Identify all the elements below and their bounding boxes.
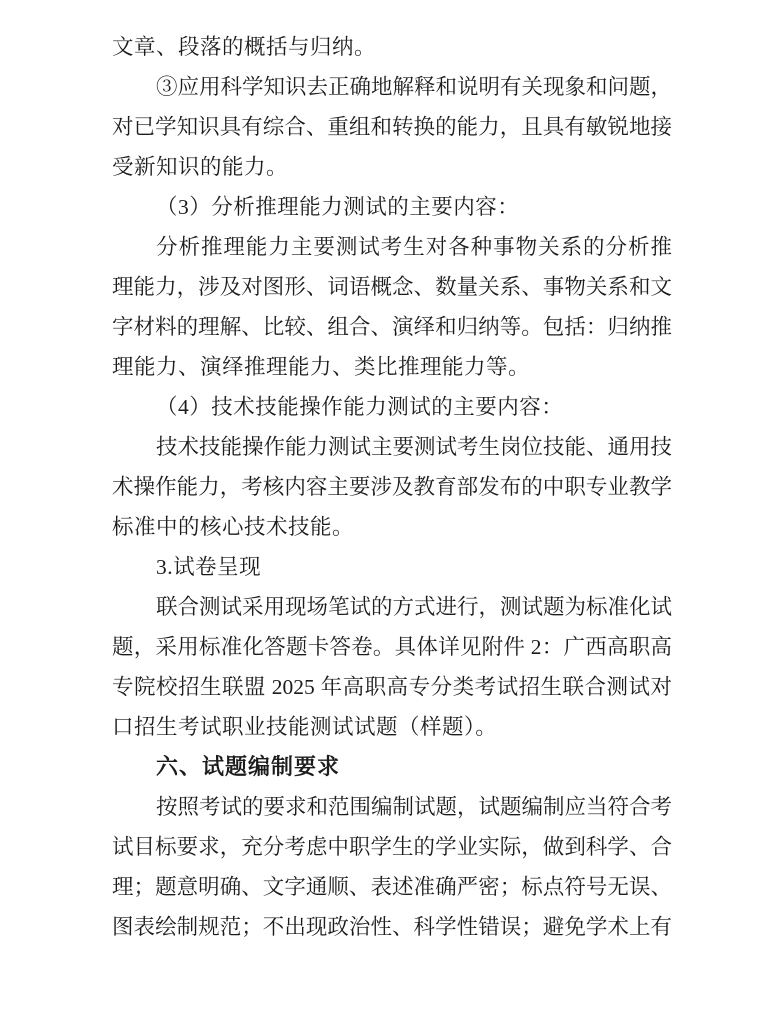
text-line: 标准中的核心技术技能。 — [112, 515, 355, 539]
text-line: 按照考试的要求和范围编制试题，试题编制应当符合考 — [156, 795, 672, 819]
text-line: 联合测试采用现场笔试的方式进行，测试题为标准化试 — [156, 595, 672, 619]
text-line: 文章、段落的概括与归纳。 — [112, 35, 377, 59]
text-line: 口招生考试职业技能测试试题（样题）。 — [112, 715, 498, 739]
text-line: 图表绘制规范；不出现政治性、科学性错误；避免学术上有 — [112, 915, 672, 939]
text-line: （4）技术技能操作能力测试的主要内容： — [156, 395, 564, 419]
text-line: ③应用科学知识去正确地解释和说明有关现象和问题， — [156, 75, 672, 99]
text-line: 受新知识的能力。 — [112, 155, 289, 179]
text-line: 理能力，涉及对图形、词语概念、数量关系、事物关系和文 — [112, 275, 672, 299]
text-line: 分析推理能力主要测试考生对各种事物关系的分析推 — [156, 235, 672, 259]
text-line: 字材料的理解、比较、组合、演绎和归纳等。包括：归纳推 — [112, 315, 672, 339]
text-line: 试目标要求，充分考虑中职学生的学业实际，做到科学、合 — [112, 835, 672, 859]
section-heading: 六、试题编制要求 — [156, 754, 341, 779]
text-line: 对已学知识具有综合、重组和转换的能力，且具有敏锐地接 — [112, 115, 672, 139]
text-line: （3）分析推理能力测试的主要内容： — [156, 195, 520, 219]
document-content — [112, 27, 672, 947]
text-line: 专院校招生联盟 2025 年高职高专分类考试招生联合测试对 — [112, 675, 672, 699]
text-line: 技术技能操作能力测试主要测试考生岗位技能、通用技 — [156, 435, 672, 459]
text-line: 3.试卷呈现 — [156, 555, 262, 579]
text-line: 术操作能力，考核内容主要涉及教育部发布的中职专业教学 — [112, 475, 672, 499]
text-line: 理能力、演绎推理能力、类比推理能力等。 — [112, 355, 531, 379]
text-line: 理；题意明确、文字通顺、表述准确严密；标点符号无误、 — [112, 875, 672, 899]
text-line: 题，采用标准化答题卡答卷。具体详见附件 2：广西高职高 — [112, 635, 672, 659]
